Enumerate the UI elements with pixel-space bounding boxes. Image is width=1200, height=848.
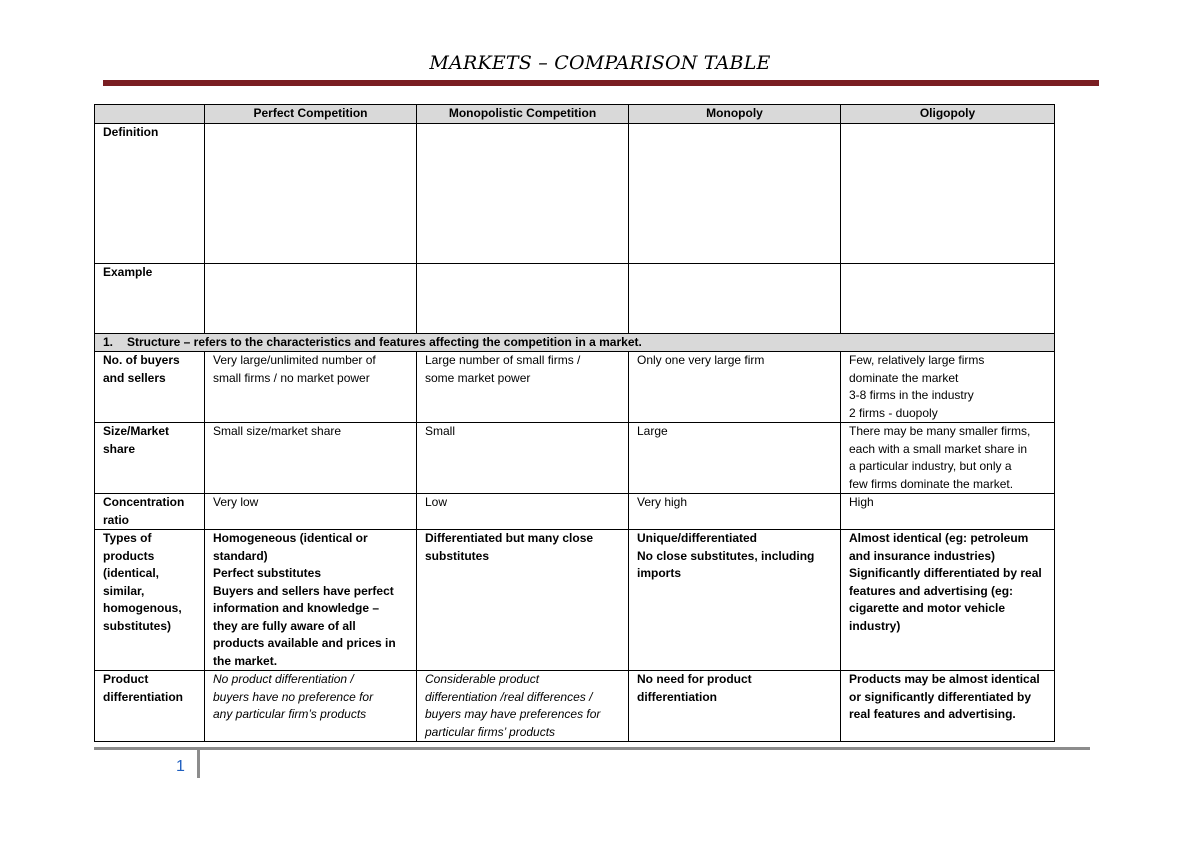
cell-definition-perfect xyxy=(205,123,417,263)
cell-definition-monopolistic xyxy=(417,123,629,263)
section-structure-row xyxy=(95,333,1055,352)
row-concentration-ratio xyxy=(95,494,1055,530)
cell-differentiation-monopoly: No need for product differentiation xyxy=(629,671,841,742)
header-monopoly: Monopoly xyxy=(629,105,841,124)
row-buyers-sellers xyxy=(95,352,1055,423)
cell-concentration-monopoly: Very high xyxy=(629,494,841,530)
cell-differentiation-monopolistic: Considerable product differentiation /real differences / buyers may have preferences for particular firms’ products xyxy=(417,671,629,742)
cell-example-monopoly xyxy=(629,263,841,333)
header-perfect-competition: Perfect Competition xyxy=(205,105,417,124)
header-oligopoly: Oligopoly xyxy=(841,105,1055,124)
cell-differentiation-oligopoly: Products may be almost identical or significantly differentiated by real features and advertising. xyxy=(841,671,1055,742)
row-label-definition: Definition xyxy=(95,123,205,263)
row-product-differentiation xyxy=(95,671,1055,742)
row-label-concentration-ratio: Concentration ratio xyxy=(95,494,205,530)
row-label-product-differentiation: Product differentiation xyxy=(95,671,205,742)
title-divider xyxy=(103,80,1099,86)
header-monopolistic-competition: Monopolistic Competition xyxy=(417,105,629,124)
cell-definition-monopoly xyxy=(629,123,841,263)
cell-size-oligopoly: There may be many smaller firms, each with a small market share in a particular industry, but only a few firms dominate the market. xyxy=(841,423,1055,494)
section-structure xyxy=(95,333,1055,352)
cell-buyers-monopolistic: Large number of small firms / some market power xyxy=(417,352,629,423)
cell-buyers-oligopoly: Few, relatively large firms dominate the market 3-8 firms in the industry 2 firms - duopoly xyxy=(841,352,1055,423)
cell-types-perfect: Homogeneous (identical or standard) Perfect substitutes Buyers and sellers have perfect information and knowledge – they are fully aware of all products available and prices in the market. xyxy=(205,530,417,671)
cell-differentiation-perfect: No product differentiation / buyers have no preference for any particular firm’s products xyxy=(205,671,417,742)
page-number-bar xyxy=(197,750,200,778)
row-label-example: Example xyxy=(95,263,205,333)
footer-divider xyxy=(94,747,1090,750)
row-label-types-of-products: Types of products (identical, similar, homogenous, substitutes) xyxy=(95,530,205,671)
cell-types-oligopoly: Almost identical (eg: petroleum and insurance industries) Significantly differentiated by real features and advertising (eg: cigarette and motor vehicle industry) xyxy=(841,530,1055,671)
comparison-table xyxy=(94,104,1055,742)
cell-definition-oligopoly xyxy=(841,123,1055,263)
cell-size-monopoly: Large xyxy=(629,423,841,494)
page-title: MARKETS – COMPARISON TABLE xyxy=(429,52,771,74)
header-row xyxy=(95,105,1055,124)
cell-buyers-monopoly: Only one very large firm xyxy=(629,352,841,423)
cell-example-perfect xyxy=(205,263,417,333)
row-definition xyxy=(95,123,1055,263)
cell-concentration-perfect: Very low xyxy=(205,494,417,530)
row-label-buyers-sellers: No. of buyers and sellers xyxy=(95,352,205,423)
section-text: Structure – refers to the characteristics and features affecting the competition in a market. xyxy=(127,334,642,349)
cell-concentration-oligopoly: High xyxy=(841,494,1055,530)
row-types-of-products xyxy=(95,530,1055,671)
cell-types-monopolistic: Differentiated but many close substitutes xyxy=(417,530,629,671)
cell-example-monopolistic xyxy=(417,263,629,333)
cell-size-perfect: Small size/market share xyxy=(205,423,417,494)
cell-concentration-monopolistic: Low xyxy=(417,494,629,530)
cell-buyers-perfect: Very large/unlimited number of small firms / no market power xyxy=(205,352,417,423)
header-blank xyxy=(95,105,205,124)
page-number: 1 xyxy=(176,758,185,775)
cell-example-oligopoly xyxy=(841,263,1055,333)
cell-size-monopolistic: Small xyxy=(417,423,629,494)
section-number: 1. xyxy=(103,334,114,349)
cell-types-monopoly: Unique/differentiated No close substitutes, including imports xyxy=(629,530,841,671)
row-example xyxy=(95,263,1055,333)
row-label-size-market-share: Size/Market share xyxy=(95,423,205,494)
row-size-market-share xyxy=(95,423,1055,494)
